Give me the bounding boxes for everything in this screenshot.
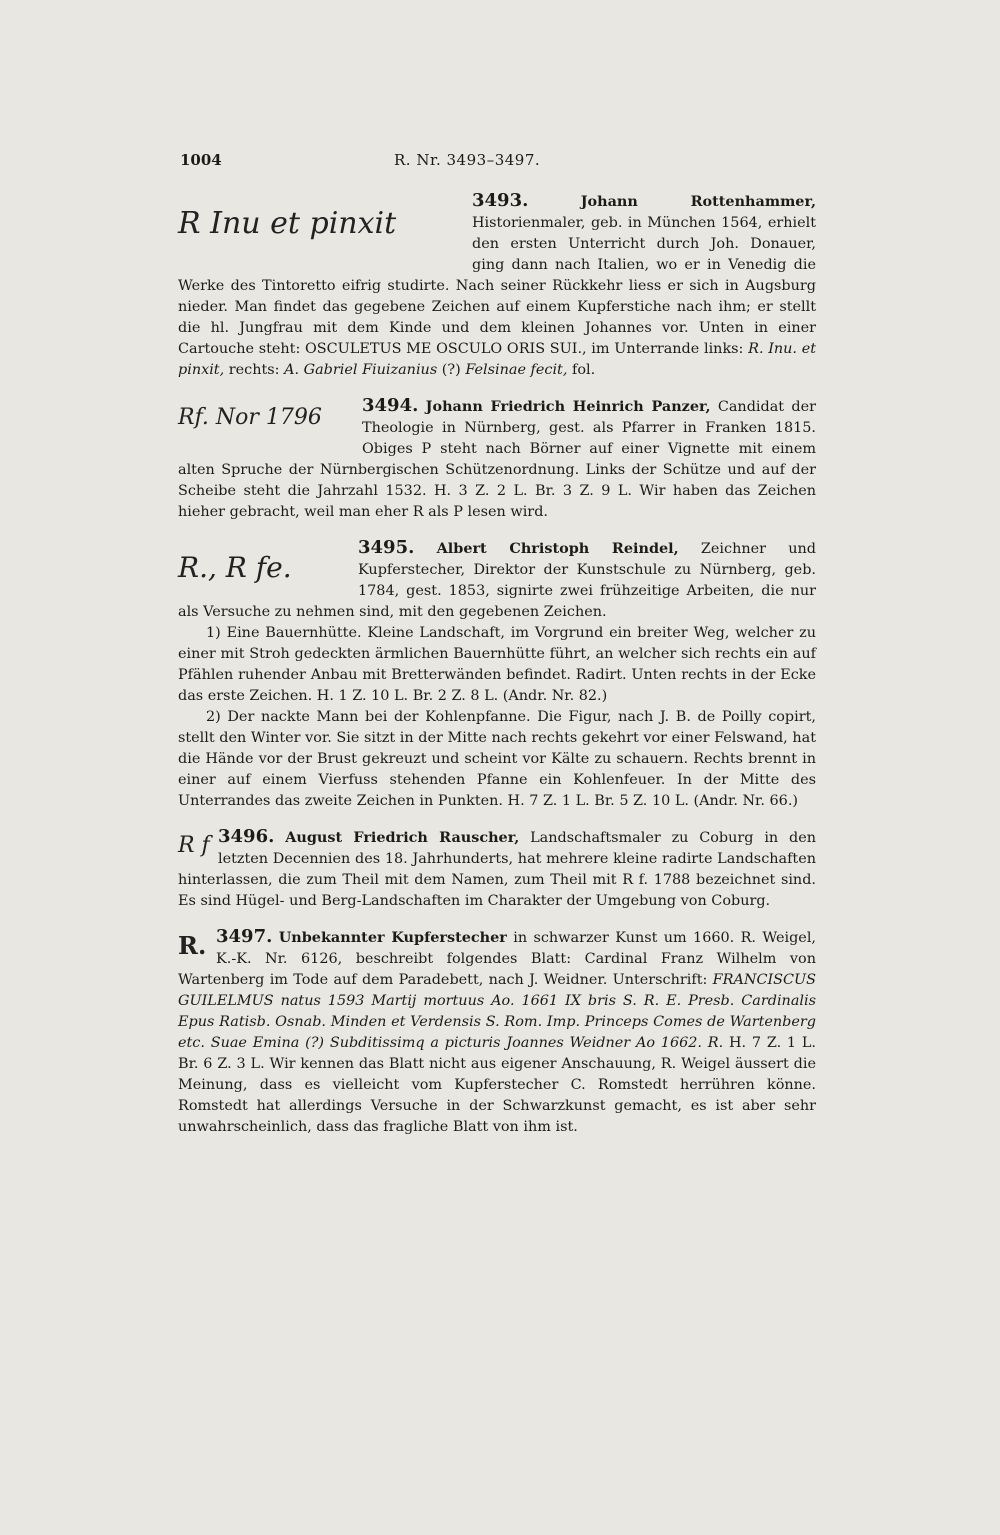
monogram-mark: R f: [178, 833, 210, 858]
entry-3497: [178, 926, 816, 1138]
entry-name: Johann Rottenhammer,: [580, 193, 816, 210]
page-number: 1004: [180, 151, 222, 169]
entry-name: August Friedrich Rauscher,: [285, 829, 520, 846]
running-header: [178, 150, 816, 176]
monogram-mark: R Inu et pinxit: [178, 206, 397, 241]
entry-3494: [178, 395, 816, 523]
entry-text-tail: (?): [437, 362, 466, 378]
monogram-mark: Rf. Nor 1796: [178, 405, 322, 430]
entry-text: Landschaftsmaler zu Coburg in den letzten Decennien des 18. Jahrhunderts, hat mehrere kleine radirte Landschaften hinterlassen, die zum Theil mit dem Namen, zum Theil mit R f. 1788 bezeichnet sind. Es sind Hügel- und Berg-Landschaften im Charakter der Umgebung von Coburg.: [178, 830, 817, 909]
entry-text-italic: R. Inu. et pinxit,: [178, 341, 817, 378]
entry-text: Candidat der Theologie in Nürnberg, gest. als Pfarrer in Franken 1815. Obiges P steht nach Börner auf einer Vignette mit einem alten Spruche der Nürnbergischen Schützenordnung. Links der Schütze und auf der Scheibe steht die Jahrzahl 1532. H. 3 Z. 2 L. Br. 3 Z. 9 L. Wir haben das Zeichen hieher gebracht, weil man eher R als P lesen wird.: [178, 399, 816, 520]
entry-number: 3493.: [472, 190, 529, 211]
entry-text-italic: A. Gabriel Fiuizanius: [284, 362, 438, 378]
entry-text-italic: FRANCISCUS GUILELMUS natus 1593 Martij mortuus Ao. 1661 IX bris S. R. E. Presb. Cardinalis Epus Ratisb. Osnab. Minden et Verdensis S. Rom. Imp. Princeps Comes de Wartenberg etc. Suae Emina (?) Subditissimq a picturis Joannes Weidner Ao 1662. R.: [178, 972, 816, 1051]
entry-number: 3497.: [216, 926, 273, 947]
entry-text-italic: Felsinae fecit,: [465, 362, 568, 378]
entry-3495: [178, 537, 816, 812]
entry-text: in schwarzer Kunst um 1660. R. Weigel, K.-K. Nr. 6126, beschreibt folgendes Blatt: Cardinal Franz Wilhelm von Wartenberg im Tode auf dem Paradebett, nach J. Weidner. Unterschrift:: [178, 930, 816, 988]
list-item: 1) Eine Bauernhütte. Kleine Landschaft, im Vorgrund ein breiter Weg, welcher zu einer mit Stroh gedeckten ärmlichen Bauernhütte führt, an welcher sich rechts ein auf Pfählen ruhender Anbau mit Bretterwänden befindet. Radirt. Unten rechts in der Ecke das erste Zeichen. H. 1 Z. 10 L. Br. 2 Z. 8 L. (Andr. Nr. 82.): [178, 625, 816, 704]
running-head: R. Nr. 3493–3497.: [394, 151, 541, 169]
entry-number: 3494.: [362, 395, 419, 416]
entry-text: Historienmaler, geb. in München 1564, erhielt den ersten Unterricht durch Joh. Donauer, ging dann nach Italien, wo er in Venedig die Werke des Tintoretto eifrig studirte. Nach seiner Rückkehr liess er sich in Augsburg nieder. Man findet das gegebene Zeichen auf einem Kupferstiche nach ihm; er stellt die hl. Jungfrau mit dem Kinde und dem kleinen Johannes vor. Unten in einer Cartouche steht: OSCULETUS ME OSCULO ORIS SUI., im Unterrande links:: [178, 215, 816, 357]
entry-name: Albert Christoph Reindel,: [436, 540, 679, 557]
monogram-mark: R., R fe.: [178, 551, 292, 584]
entry-text-tail: rechts:: [224, 362, 285, 378]
monogram-mark: R.: [178, 931, 207, 960]
entry-name: Johann Friedrich Heinrich Panzer,: [425, 398, 711, 415]
entry-name: Unbekannter Kupferstecher: [278, 929, 507, 946]
entry-text: Zeichner und Kupferstecher, Direktor der Kunstschule zu Nürnberg, geb. 1784, gest. 1853, signirte zwei frühzeitige Arbeiten, die nur als Versuche zu nehmen sind, mit den gegebenen Zeichen.: [178, 541, 816, 620]
entry-number: 3496.: [218, 826, 275, 847]
list-item: 2) Der nackte Mann bei der Kohlenpfanne. Die Figur, nach J. B. de Poilly copirt, stellt den Winter vor. Sie sitzt in der Mitte nach rechts gekehrt vor einer Felswand, hat die Hände vor der Brust gekreuzt und scheint vor Kälte zu schauern. Rechts brennt in einer auf einem Vierfuss stehenden Pfanne ein Kohlenfeuer. In der Mitte des Unterrandes das zweite Zeichen in Punkten. H. 7 Z. 1 L. Br. 5 Z. 10 L. (Andr. Nr. 66.): [178, 709, 816, 809]
page: [178, 150, 816, 1138]
entry-text-tail: H. 7 Z. 1 L. Br. 6 Z. 3 L. Wir kennen das Blatt nicht aus eigener Anschauung, R. Weigel äussert die Meinung, dass es vielleicht vom Kupferstecher C. Romstedt herrühren könne. Romstedt hat allerdings Versuche in der Schwarzkunst gemacht, es ist aber sehr unwahrscheinlich, dass das fragliche Blatt von ihm ist.: [178, 1035, 816, 1135]
entry-text-tail: fol.: [567, 362, 596, 378]
entry-3496: [178, 826, 816, 912]
entry-3493: [178, 190, 816, 381]
entry-number: 3495.: [358, 537, 415, 558]
